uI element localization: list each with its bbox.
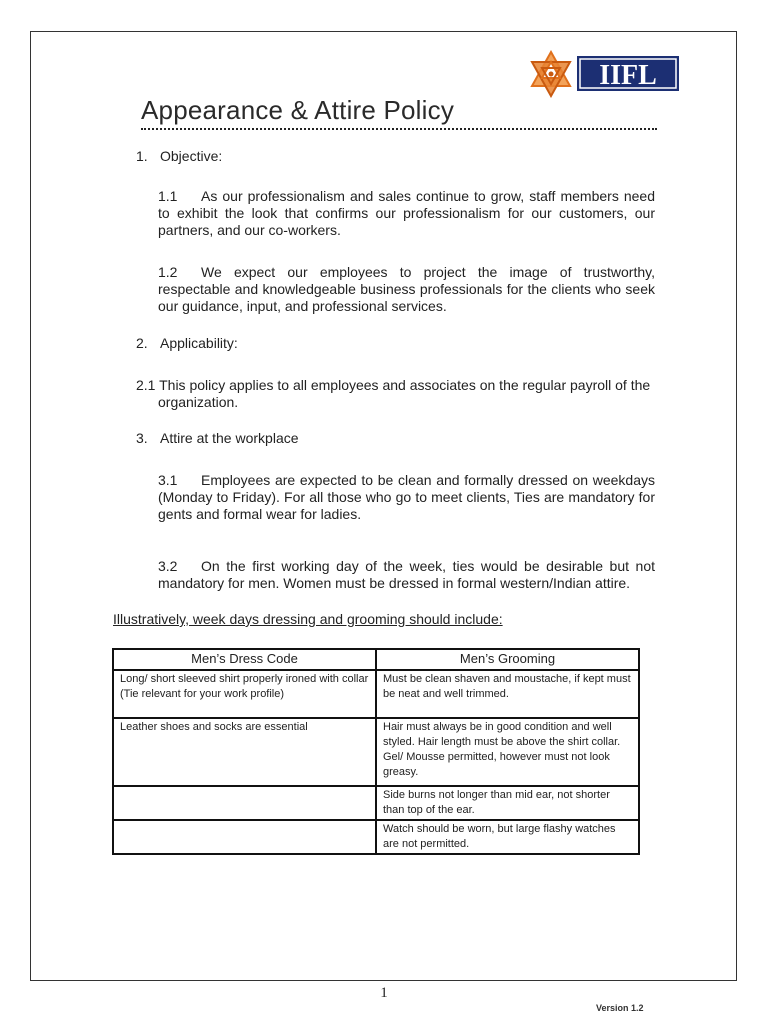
section-3-1-paragraph [158,472,655,523]
grooming-cell [376,786,639,820]
section-3-heading [136,430,299,447]
table-row [113,786,639,820]
logo-graphic [528,50,680,98]
paragraph-number: 1.2 [158,264,178,280]
paragraph-number: 3.2 [158,558,178,574]
table-intro-text: Illustratively, week days dressing and grooming should include: [113,611,503,627]
paragraph-number: 3.1 [158,472,178,488]
table-row [113,670,639,718]
grooming-cell [376,718,639,786]
cell-text: Watch should be worn, but large flashy watches are not permitted. [383,823,616,850]
section-2-1-paragraph [136,377,678,411]
section-heading-text: Applicability: [160,335,238,351]
page-number: 1 [380,985,388,1001]
column-header-dress-code: Men’s Dress Code [113,649,376,670]
section-1-heading [136,148,222,165]
section-2-heading [136,335,238,352]
dress-code-table [112,648,640,855]
paragraph-text: This policy applies to all employees and associates on the regular payroll of the organization. [158,377,651,410]
section-1-1-paragraph [158,188,655,239]
cell-text: Must be clean shaven and moustache, if kept must be neat and well trimmed. [383,673,631,700]
grooming-cell [376,670,639,718]
cell-text: Long/ short sleeved shirt properly ironed with collar (Tie relevant for your work profile) [120,673,369,700]
table-row [113,718,639,786]
section-1-2-paragraph [158,264,655,315]
column-header-grooming: Men’s Grooming [376,649,639,670]
section-3-2-paragraph [158,558,655,592]
section-number: 3. [136,430,148,446]
paragraph-number: 1.1 [158,188,178,204]
paragraph-text: On the first working day of the week, ties would be desirable but not mandatory for men. Women must be dressed in formal western/Indian attire. [158,558,655,591]
version-label: Version 1.2 [596,1003,644,1013]
section-heading-text: Objective: [160,148,223,164]
iifl-logo [528,50,680,98]
cell-text: Leather shoes and socks are essential [120,721,308,733]
dress-code-cell [113,670,376,718]
paragraph-text: We expect our employees to project the image of trustworthy, respectable and knowledgeable business professionals for the clients who seek our guidance, input, and professional services. [158,264,655,314]
dress-code-cell [113,786,376,820]
section-number: 1. [136,148,148,164]
dress-code-cell [113,718,376,786]
section-heading-text: Attire at the workplace [160,430,299,446]
paragraph-text: As our professionalism and sales continue to grow, staff members need to exhibit the look that confirms our professionalism for our customers, our partners, and our co-workers. [158,188,655,238]
page-title: Appearance & Attire Policy [141,94,657,130]
section-number: 2. [136,335,148,351]
cell-text: Hair must always be in good condition and well styled. Hair length must be above the shirt collar. Gel/ Mousse permitted, however must not look greasy. [383,721,621,778]
grooming-cell [376,820,639,854]
paragraph-number: 2.1 [136,377,156,393]
cell-text: Side burns not longer than mid ear, not shorter than top of the ear. [383,789,610,816]
dress-code-cell [113,820,376,854]
logo-text: IIFL [599,60,657,91]
table-header-row [113,649,639,670]
sri-yantra-emblem-icon [532,52,570,96]
paragraph-text: Employees are expected to be clean and formally dressed on weekdays (Monday to Friday). For all those who go to meet clients, Ties are mandatory for gents and formal wear for ladies. [158,472,655,522]
table-row [113,820,639,854]
